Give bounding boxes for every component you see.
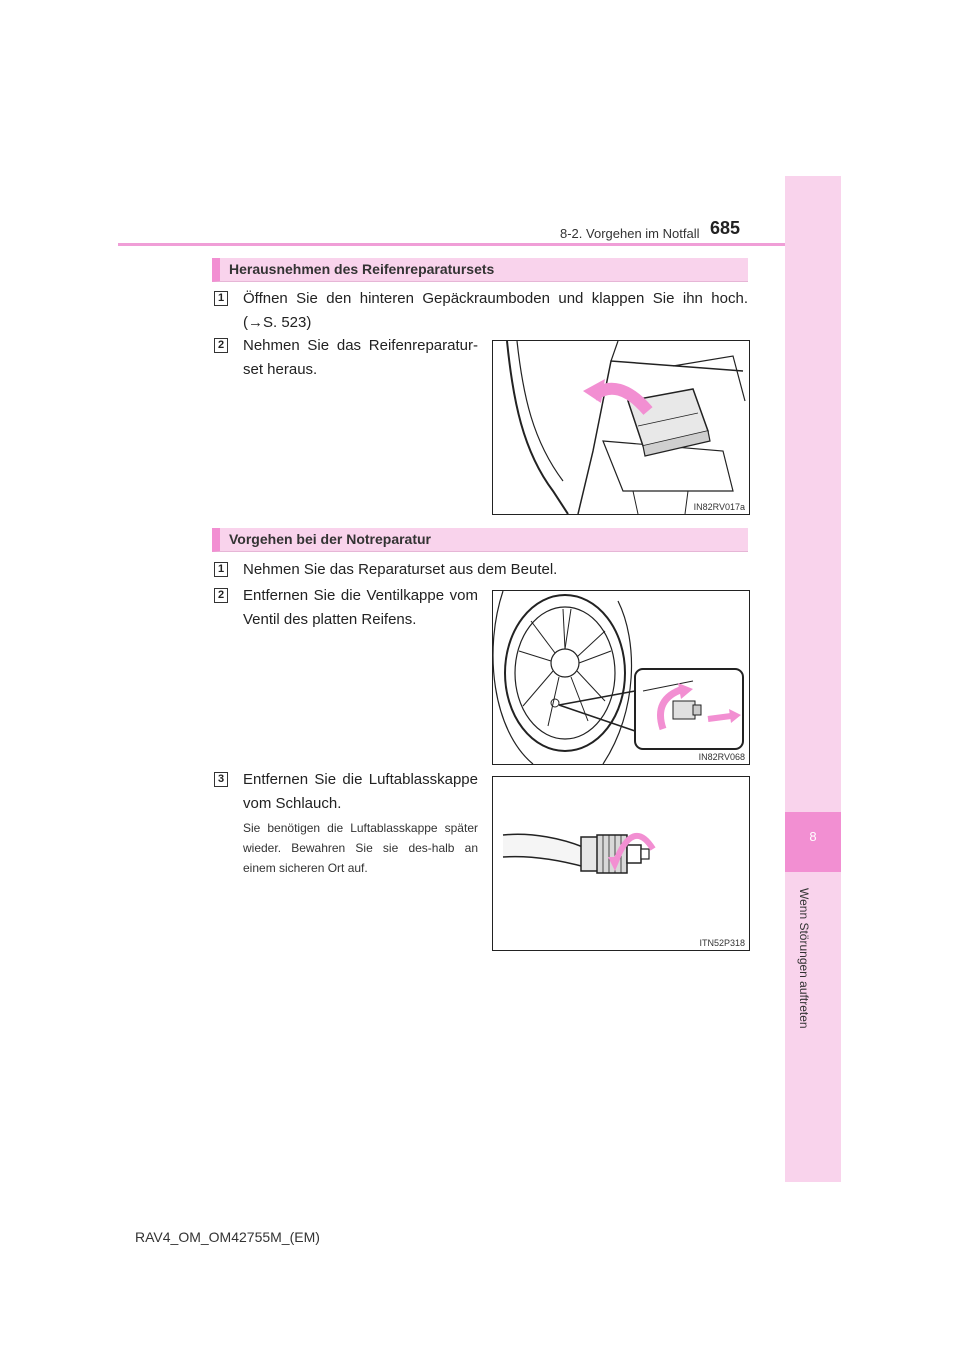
section-heading-text: Herausnehmen des Reifenreparatursets <box>229 261 495 277</box>
section-heading-emergency-repair <box>212 528 748 552</box>
section-heading-remove-kit <box>212 258 748 282</box>
step-note: Sie benötigen die Luftablasskappe später wieder. Bewahren Sie sie des-halb an einem sicheren Ort auf. <box>243 821 478 875</box>
illustration-hose-cap <box>492 776 750 951</box>
section-heading-text: Vorgehen bei der Notreparatur <box>229 531 432 547</box>
chapter-number: 8 <box>809 829 817 844</box>
step-number: 1 <box>214 562 228 577</box>
image-code: IN82RV017a <box>693 502 745 512</box>
step-text: Nehmen Sie das Reparaturset aus dem Beutel. <box>243 561 558 578</box>
step-number: 2 <box>214 588 228 603</box>
step-text: Nehmen Sie das Reifenreparatur-set heraus. <box>243 337 478 378</box>
illustration-valve-cap <box>492 590 750 765</box>
chapter-sidebar <box>785 176 841 1182</box>
step-text: Entfernen Sie die Ventilkappe vom Ventil des platten Reifens. <box>243 587 478 628</box>
step-number: 1 <box>214 291 228 306</box>
header-rule <box>118 243 840 246</box>
illustration-kit-removal <box>492 340 750 515</box>
step-number: 3 <box>214 772 228 787</box>
page-number: 685 <box>710 218 741 238</box>
chapter-title: Wenn Störungen auftreten <box>797 888 811 1029</box>
step-number: 2 <box>214 338 228 353</box>
image-code: IN82RV068 <box>698 752 745 762</box>
section-label: 8-2. Vorgehen im Notfall <box>560 226 700 241</box>
document-id: RAV4_OM_OM42755M_(EM) <box>135 1229 320 1245</box>
hose-cap-drawing <box>493 777 749 950</box>
step-text: Entfernen Sie die Luftablasskappe vom Schlauch. <box>243 771 478 812</box>
image-code: ITN52P318 <box>699 938 745 948</box>
step-text: Öffnen Sie den hinteren Gepäckraumboden und klappen Sie ihn hoch. (→S. 523) <box>243 290 748 331</box>
luggage-compartment-drawing <box>493 341 749 514</box>
wheel-valve-drawing <box>493 591 749 764</box>
